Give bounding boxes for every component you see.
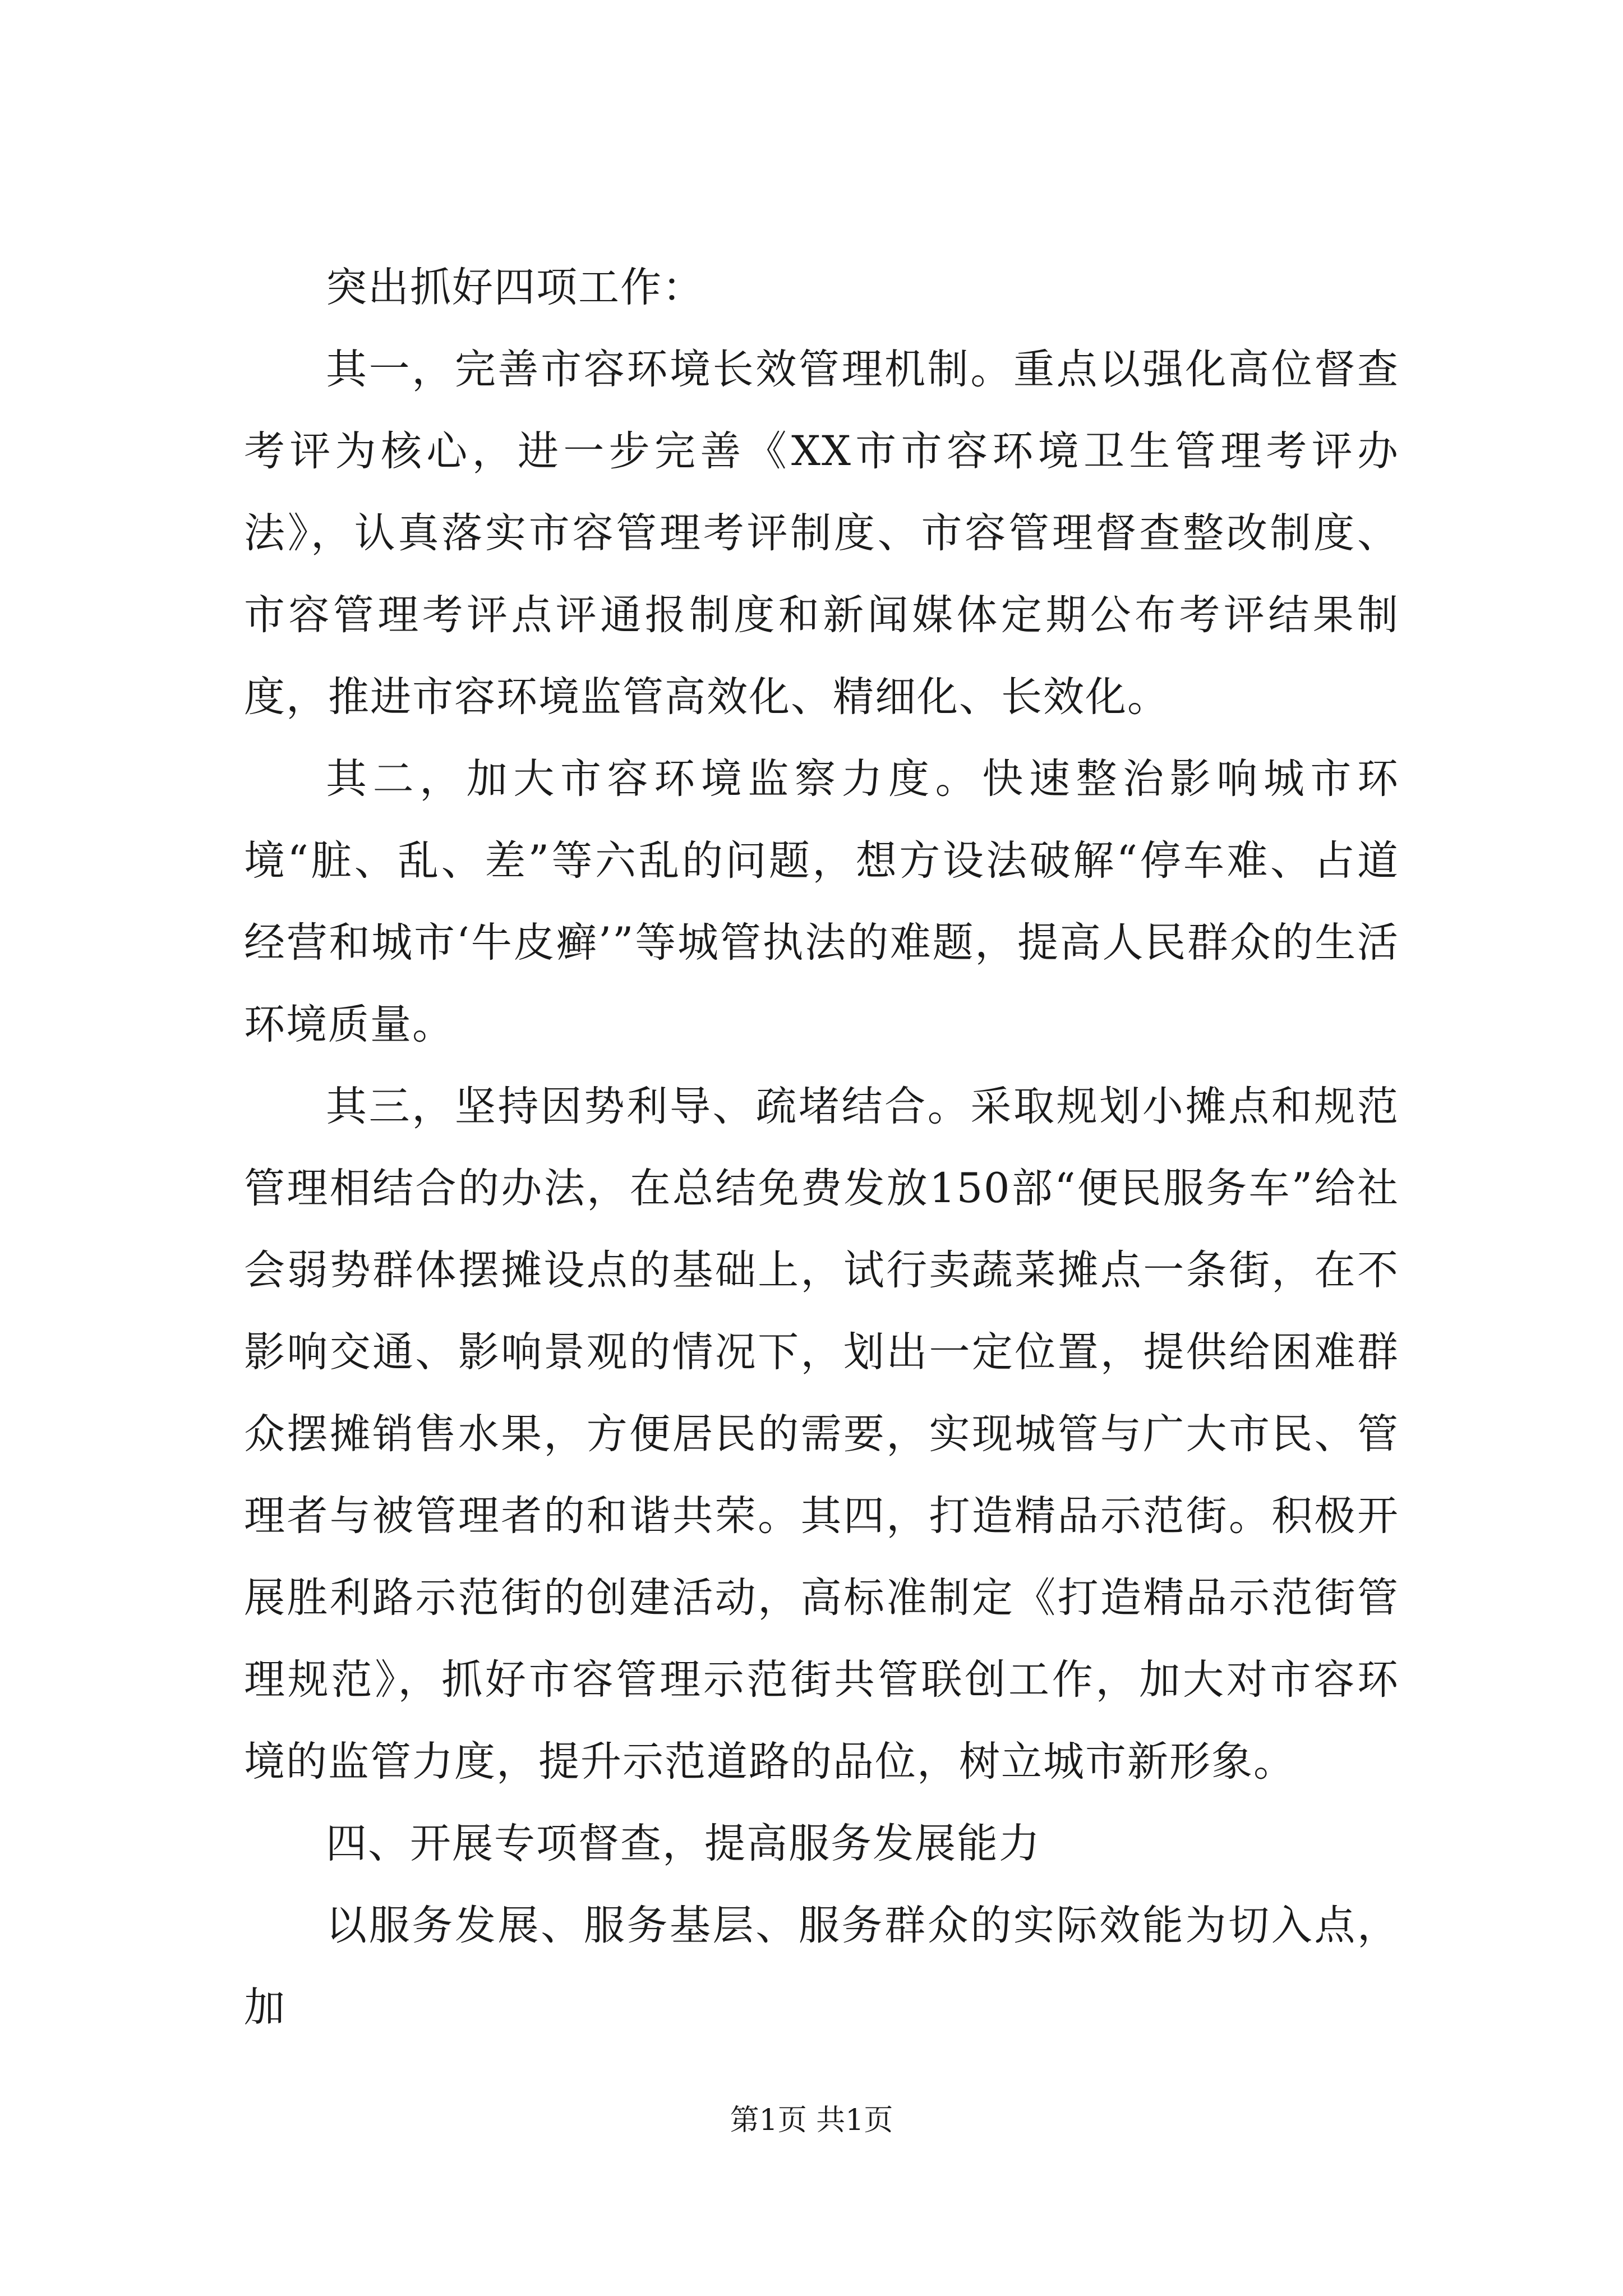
paragraph-item-three-four: 其三，坚持因势利导、疏堵结合。采取规划小摊点和规范管理相结合的办法，在总结免费发放150部“便民服务车”给社会弱势群体摆摊设点的基础上，试行卖蔬菜摊点一条街，在不影响交通、影响景观的情况下，划出一定位置，提供给困难群众摆摊销售水果，方便居民的需要，实现城管与广大市民、管理者与被管理者的和谐共荣。其四，打造精品示范街。积极开展胜利路示范街的创建活动，高标准制定《打造精品示范街管理规范》，抓好市容管理示范街共管联创工作，加大对市容环境的监管力度，提升示范道路的品位，树立城市新形象。 <box>244 1083 1399 1786</box>
section-heading-four: 四、开展专项督查，提高服务发展能力 <box>326 1820 1041 1867</box>
paragraph-item-one: 其一，完善市容环境长效管理机制。重点以强化高位督查考评为核心，进一步完善《XX市市容环境卫生管理考评办法》，认真落实市容管理考评制度、市容管理督查整改制度、市容管理考评点评通报制度和新闻媒体定期公布考评结果制度，推进市容环境监管高效化、精细化、长效化。 <box>244 346 1399 721</box>
document-body <box>244 247 1399 2049</box>
page-footer: 第1页 共1页 <box>730 2104 893 2137</box>
paragraph-item-two: 其二，加大市容环境监察力度。快速整治影响城市环境“脏、乱、差”等六乱的问题，想方设法破解“停车难、占道经营和城市‘牛皮癣’”等城管执法的难题，提高人民群众的生活环境质量。 <box>244 755 1399 1048</box>
paragraph-intro: 突出抓好四项工作： <box>326 264 704 311</box>
paragraph-section-four-body: 以服务发展、服务基层、服务群众的实际效能为切入点，加 <box>244 1902 1399 2031</box>
